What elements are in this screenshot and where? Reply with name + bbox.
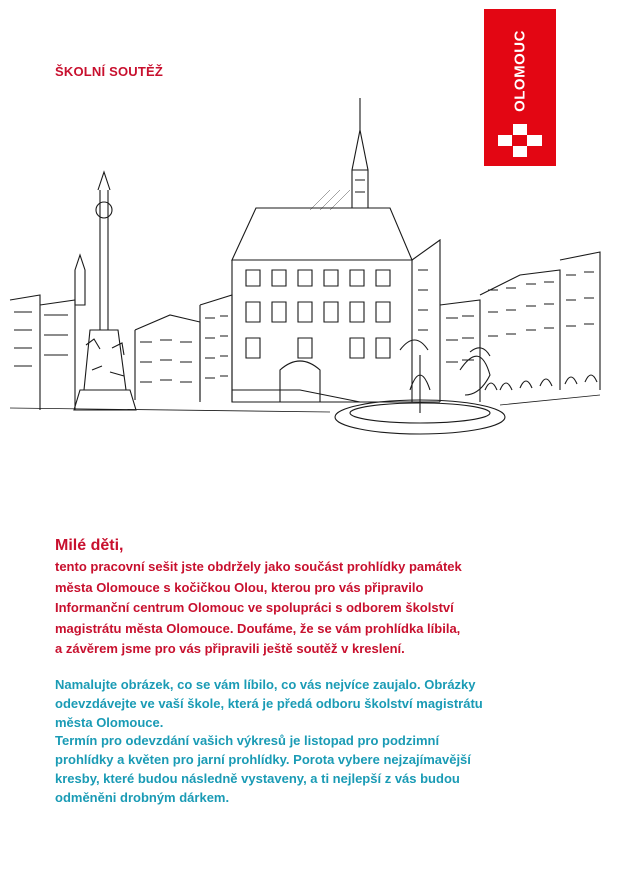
town-square-sketch bbox=[0, 90, 624, 460]
page-heading: ŠKOLNÍ SOUTĚŽ bbox=[55, 64, 164, 79]
intro-line: Informanční centrum Olomouc ve spolupráci s odborem školství bbox=[55, 600, 454, 616]
instruction-line: odevzdávejte ve vaší škole, která je předá odboru školství magistrátu bbox=[55, 695, 483, 711]
instruction-line: odměněni drobným dárkem. bbox=[55, 789, 230, 805]
instruction-line: města Olomouce. bbox=[55, 714, 164, 730]
instruction-line: Namalujte obrázek, co se vám líbilo, co vás nejvíce zaujalo. Obrázky bbox=[55, 677, 476, 692]
instruction-line: kresby, které budou následně vystaveny, a ti nejlepší z vás budou bbox=[55, 770, 460, 786]
intro-line: magistrátu města Olomouce. Doufáme, že se vám prohlídka líbila, bbox=[55, 620, 461, 636]
logo-text: OLOMOUC bbox=[511, 30, 529, 112]
intro-line: tento pracovní sešit jste obdržely jako součást prohlídky památek bbox=[55, 559, 462, 574]
intro-line: a závěrem jsme pro vás připravili ještě soutěž v kreslení. bbox=[55, 641, 405, 657]
instruction-line: prohlídky a květen pro jarní prohlídky. Porota vybere nejzajímavější bbox=[55, 752, 471, 768]
intro-paragraph bbox=[55, 557, 575, 660]
greeting: Milé děti, bbox=[55, 537, 124, 554]
instructions-paragraph bbox=[55, 676, 585, 808]
intro-line: města Olomouce s kočičkou Olou, kterou pro vás připravilo bbox=[55, 579, 424, 595]
instruction-line: Termín pro odevzdání vašich výkresů je listopad pro podzimní bbox=[55, 733, 440, 749]
